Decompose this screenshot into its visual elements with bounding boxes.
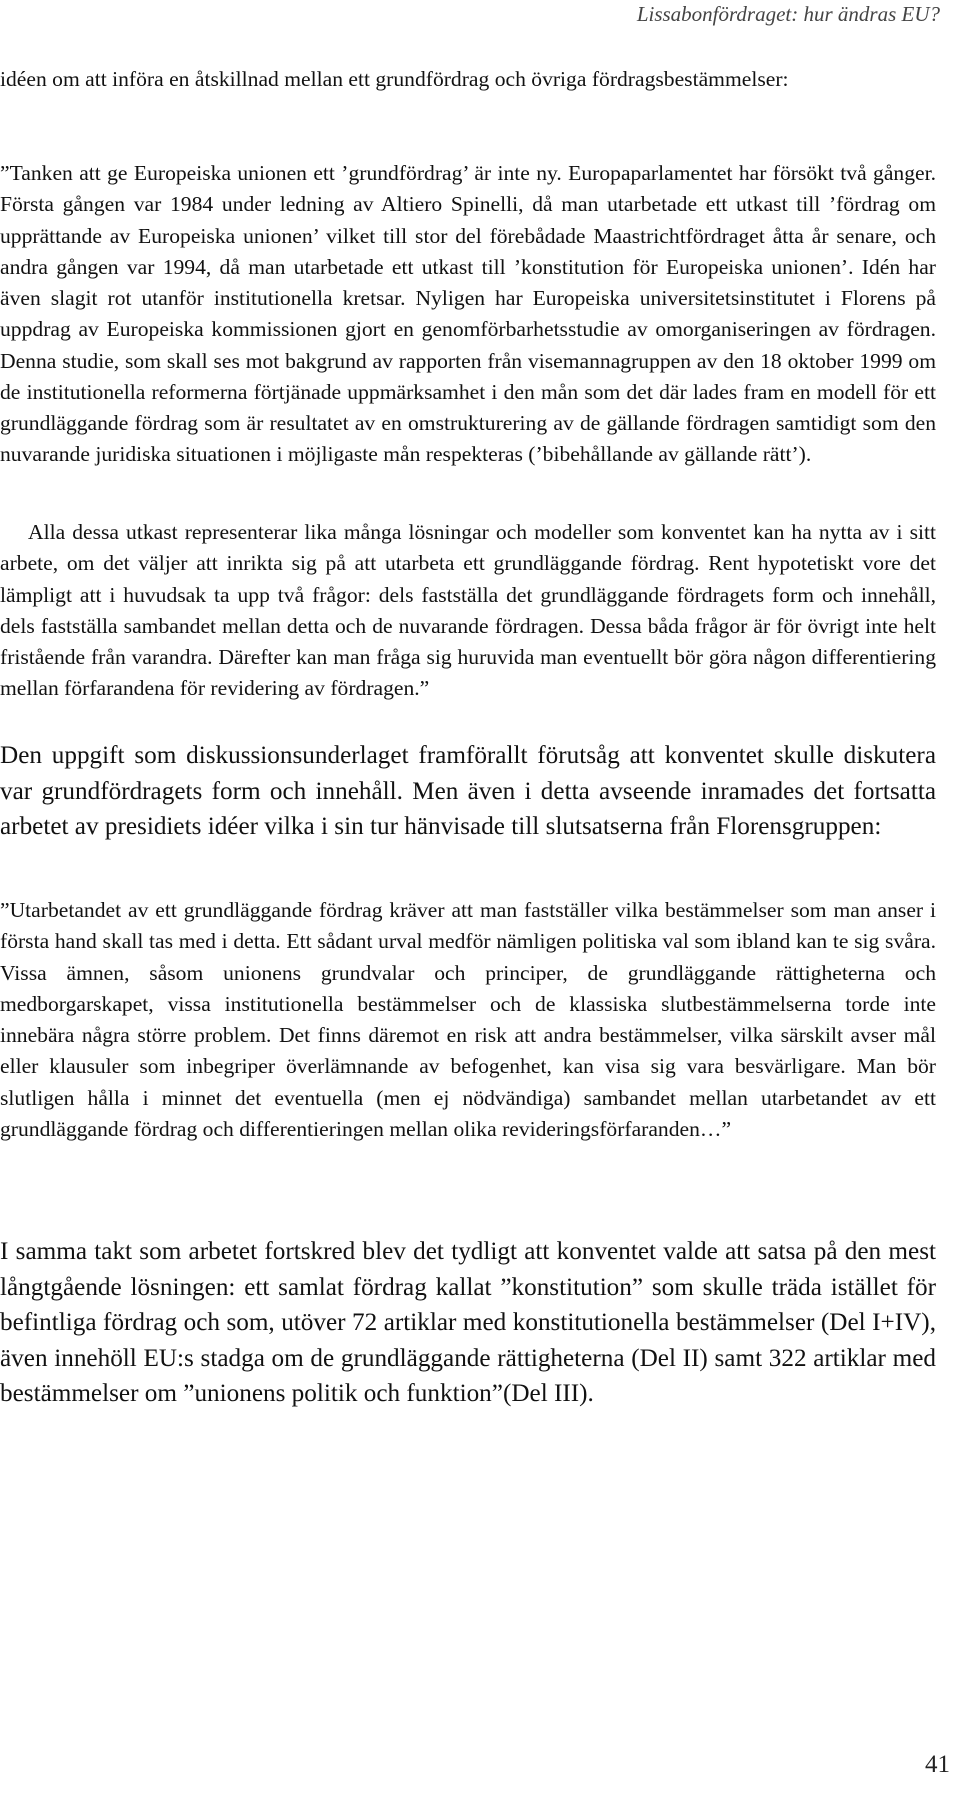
quote-paragraph-2: Alla dessa utkast representerar lika många lösningar och modeller som konventet kan ha nytta av i sitt arbete, om det väljer att inrikta sig på att utarbeta ett grundläggande fördrag. Rent hypotetiskt vore det lämpligt att i huvudsak ta upp två frågor: dels fastställa det grundläggande fördragets form och innehåll, dels fastställa sambandet mellan detta och de nuvarande fördragen. Dessa båda frågor är för övrigt inte helt fristående från varandra. Därefter kan man fråga sig huruvida man eventuellt bör göra någon differentiering mellan förfarandena för revidering av fördragen.” — [0, 520, 936, 701]
running-header: Lissabonfördraget: hur ändras EU? — [636, 2, 940, 26]
quote-paragraph-3: ”Utarbetandet av ett grundläggande fördrag kräver att man fastställer vilka bestämmelser som man anser i första hand skall tas med i detta. Ett sådant urval medför nämligen politiska val som ibland kan te sig svåra. Vissa ämnen, såsom unionens grundvalar och principer, de grundläggande rättigheterna och medborgarskapet, vissa institutionella bestämmelser och de klassiska slutbestämmelserna torde inte innebära några större problem. Det finns däremot en risk att andra bestämmelser, vilka särskilt avser mål eller klausuler som inbegriper överlämnande av befogenhet, kan visa sig vara besvärligare. Man bör slutligen hålla i minnet det eventuella (men ej nödvändiga) sambandet mellan utarbetandet av ett grundläggande fördrag och differentieringen mellan olika revideringsförfaranden…” — [0, 898, 936, 1141]
body-paragraph-1: Den uppgift som diskussionsunderlaget framförallt förutsåg att konventet skulle diskutera var grundfördragets form och innehåll. Men även i detta avseende inramades det fortsatta arbetet av presidiets idéer vilka i sin tur hänvisade till slutsatserna från Florensgruppen: — [0, 742, 936, 840]
intro-paragraph: idéen om att införa en åtskillnad mellan ett grundfördrag och övriga fördragsbestämmelser: — [0, 67, 789, 91]
quote-paragraph-1: ”Tanken att ge Europeiska unionen ett ’grundfördrag’ är inte ny. Europaparlamentet har försökt två gånger. Första gången var 1984 under ledning av Altiero Spinelli, då man utarbetade ett utkast till ’fördrag om upprättande av Europeiska unionen’ vilket till stor del förebådade Maastrichtfördraget åtta år senare, och andra gången var 1994, då man utarbetade ett utkast till ’konstitution för Europeiska unionen’. Idén har även slagit rot utanför institutionella kretsar. Nyligen har Europeiska universitetsinstitutet i Florens på uppdrag av Europeiska kommissionen gjort en genomförbarhetsstudie av omorganiseringen av fördragen. Denna studie, som skall ses mot bakgrund av rapporten från visemannagruppen av den 18 oktober 1999 om de institutionella reformerna förtjänade uppmärksamhet i den mån som det där lades fram en modell för ett grundläggande fördrag som är resultatet av en omstrukturering av de gällande fördragen samtidigt som den nuvarande juridiska situationen i möjligaste mån respekteras (’bibehållande av gällande rätt’). — [0, 161, 936, 467]
page-number: 41 — [925, 1751, 950, 1778]
body-paragraph-2: I samma takt som arbetet fortskred blev det tydligt att konventet valde att satsa på den mest långtgående lösningen: ett samlat fördrag kallat ”konstitution” som skulle träda istället för befintliga fördrag och som, utöver 72 artiklar med konstitutionella bestämmelser (Del I+IV), även innehöll EU:s stadga om de grundläggande rättigheterna (Del II) samt 322 artiklar med bestämmelser om ”unionens politik och funktion”(Del III). — [0, 1238, 936, 1407]
